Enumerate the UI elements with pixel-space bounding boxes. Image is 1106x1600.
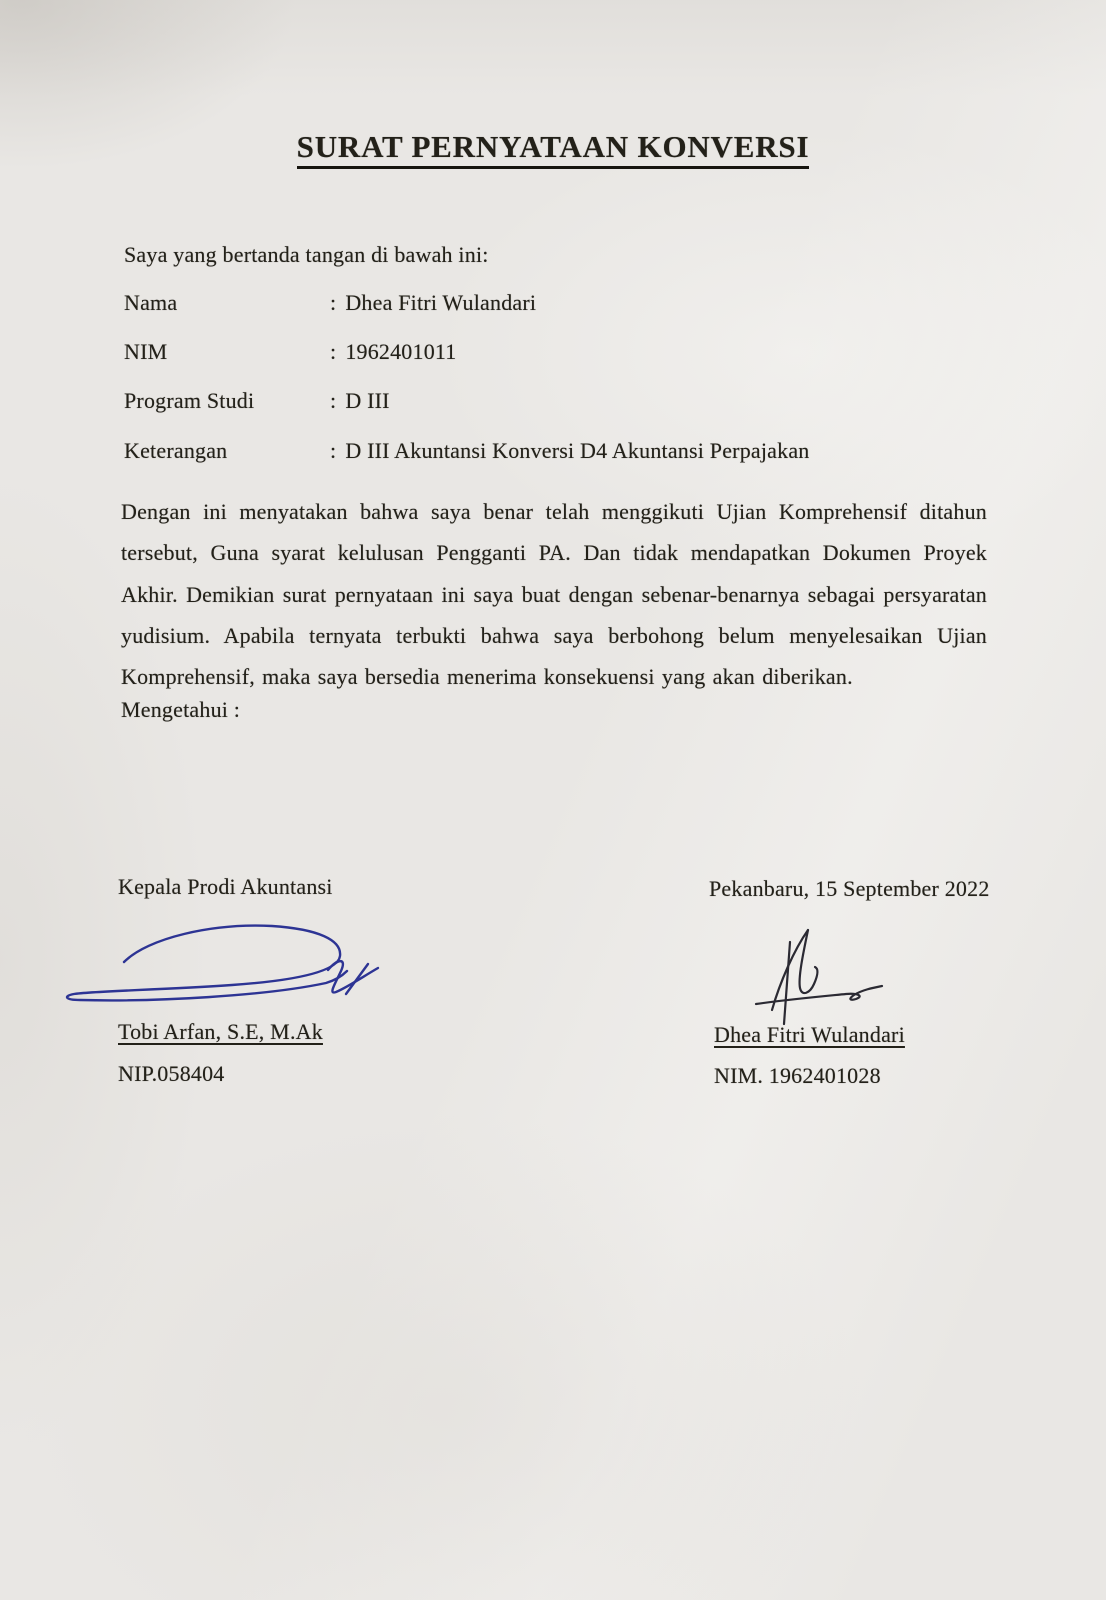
field-value-program-studi [330, 388, 390, 414]
field-label-keterangan: Keterangan [124, 438, 228, 463]
acknowledgement-label: Mengetahui : [121, 697, 241, 722]
field-value-nama [330, 290, 536, 316]
field-colon: : [330, 339, 337, 364]
right-signatory-date: Pekanbaru, 15 September 2022 [709, 876, 990, 901]
left-signatory-id: NIP.058404 [118, 1061, 225, 1086]
field-value-nim [330, 339, 457, 365]
signature-ink-left [60, 918, 395, 1016]
statement-paragraph: Dengan ini menyatakan bahwa saya benar telah menggikuti Ujian Komprehensif ditahun tersebut, Guna syarat kelulusan Pengganti PA. Dan tidak mendapatkan Dokumen Proyek Akhir. Demikian surat pernyataan ini saya buat dengan sebenar-benarnya sebagai persyaratan yudisium. Apabila ternyata terbukti bahwa saya berbohong belum menyelesaikan Ujian Komprehensif, maka saya bersedia menerima konsekuensi yang akan diberikan. [121, 499, 987, 690]
field-value-text: 1962401011 [345, 339, 457, 364]
intro-line: Saya yang bertanda tangan di bawah ini: [124, 242, 489, 267]
letter-title: SURAT PERNYATAAN KONVERSI [297, 129, 810, 169]
right-signatory-name: Dhea Fitri Wulandari [714, 1022, 905, 1047]
field-label-nim: NIM [124, 339, 168, 364]
letter-title-row [0, 129, 1106, 169]
left-signatory-name: Tobi Arfan, S.E, M.Ak [118, 1019, 323, 1044]
field-colon: : [330, 438, 337, 463]
field-label-nama: Nama [124, 290, 178, 315]
field-label-program-studi: Program Studi [124, 388, 255, 413]
field-colon: : [330, 290, 337, 315]
left-signatory-role: Kepala Prodi Akuntansi [118, 874, 333, 899]
signature-ink-right [750, 922, 890, 1026]
field-value-keterangan [330, 438, 810, 464]
field-value-text: Dhea Fitri Wulandari [345, 290, 537, 315]
field-colon: : [330, 388, 337, 413]
field-value-text: D III [345, 388, 390, 413]
field-value-text: D III Akuntansi Konversi D4 Akuntansi Perpajakan [345, 438, 810, 463]
right-signatory-id: NIM. 1962401028 [714, 1063, 881, 1088]
